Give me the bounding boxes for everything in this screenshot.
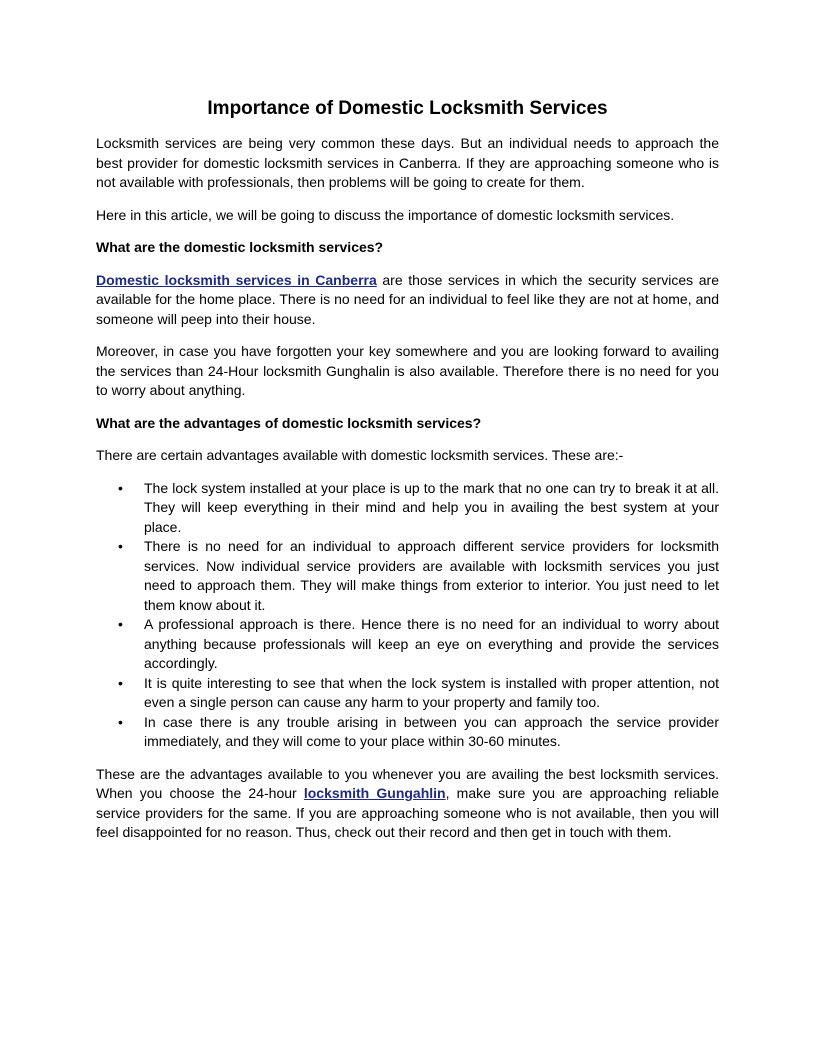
bullet-icon: • — [118, 674, 123, 691]
domestic-locksmith-canberra-link[interactable]: Domestic locksmith services in Canberra — [96, 271, 377, 288]
article-paragraph: Here in this article, we will be going to discuss the importance of domestic locksmith services. — [96, 206, 675, 223]
closing-text-part-1: These are the advantages available to you whenever you are availing the best locksmith services. When you choose the 24-hour — [96, 765, 719, 801]
bullet-icon: • — [118, 616, 123, 632]
list-item-text: It is quite interesting to see that when the lock system is installed with proper attention, not even a single person can cause any harm to your property and family too. — [144, 674, 719, 710]
forgotten-key-paragraph: Moreover, in case you have forgotten your key somewhere and you are looking forward to availing the services than 24-Hour locksmith Gunghalin is also available. Therefore there is no need for you to worry about anything. — [96, 343, 719, 398]
section-heading-advantages: What are the advantages of domestic locksmith services? — [96, 414, 482, 431]
list-item — [96, 674, 719, 713]
list-item-text: In case there is any trouble arising in between you can approach the service provider immediately, and they will come to your place within 30-60 minutes. — [144, 713, 719, 749]
intro-paragraph: Locksmith services are being very common these days. But an individual needs to approach the best provider for domestic locksmith services in Canberra. If they are approaching someone who is not available with professionals, then problems will be going to create for them. — [96, 135, 719, 190]
bullet-icon: • — [118, 479, 123, 496]
bullet-icon: • — [118, 538, 123, 554]
advantages-intro-paragraph: There are certain advantages available with domestic locksmith services. These are:- — [96, 447, 624, 463]
list-item-text: There is no need for an individual to approach different service providers for locksmith services. Now individual service providers are available with locksmith services you just need to approach them. They will make things from exterior to interior. You just need to let them know about it. — [144, 538, 719, 613]
list-item-text: A professional approach is there. Hence there is no need for an individual to worry about anything because professionals will keep an eye on everything and provide the services accordingly. — [144, 616, 719, 671]
services-paragraph-text: are those services in which the security services are available for the home place. There is no need for an individual to feel like they are not at home, and someone will peep into their house. — [96, 271, 719, 327]
list-item — [96, 479, 719, 538]
closing-paragraph — [96, 765, 719, 843]
locksmith-gungahlin-link[interactable]: locksmith Gungahlin — [303, 785, 446, 801]
services-paragraph — [96, 271, 719, 330]
list-item — [96, 713, 719, 752]
bullet-icon: • — [118, 713, 123, 730]
document-page — [96, 96, 719, 856]
advantages-list — [96, 479, 719, 752]
list-item-text: The lock system installed at your place is up to the mark that no one can try to break it at all. They will keep everything in their mind and help you in availing the best system at your place. — [144, 479, 719, 535]
closing-text-part-2: , make sure you are approaching reliable service providers for the same. If you are approaching someone who is not available, then you will feel disappointed for no reason. Thus, check out their record and then get in touch with them. — [96, 785, 719, 840]
section-heading-services: What are the domestic locksmith services? — [96, 239, 384, 255]
document-title: Importance of Domestic Locksmith Services — [207, 98, 608, 119]
list-item — [96, 615, 719, 674]
list-item — [96, 537, 719, 615]
